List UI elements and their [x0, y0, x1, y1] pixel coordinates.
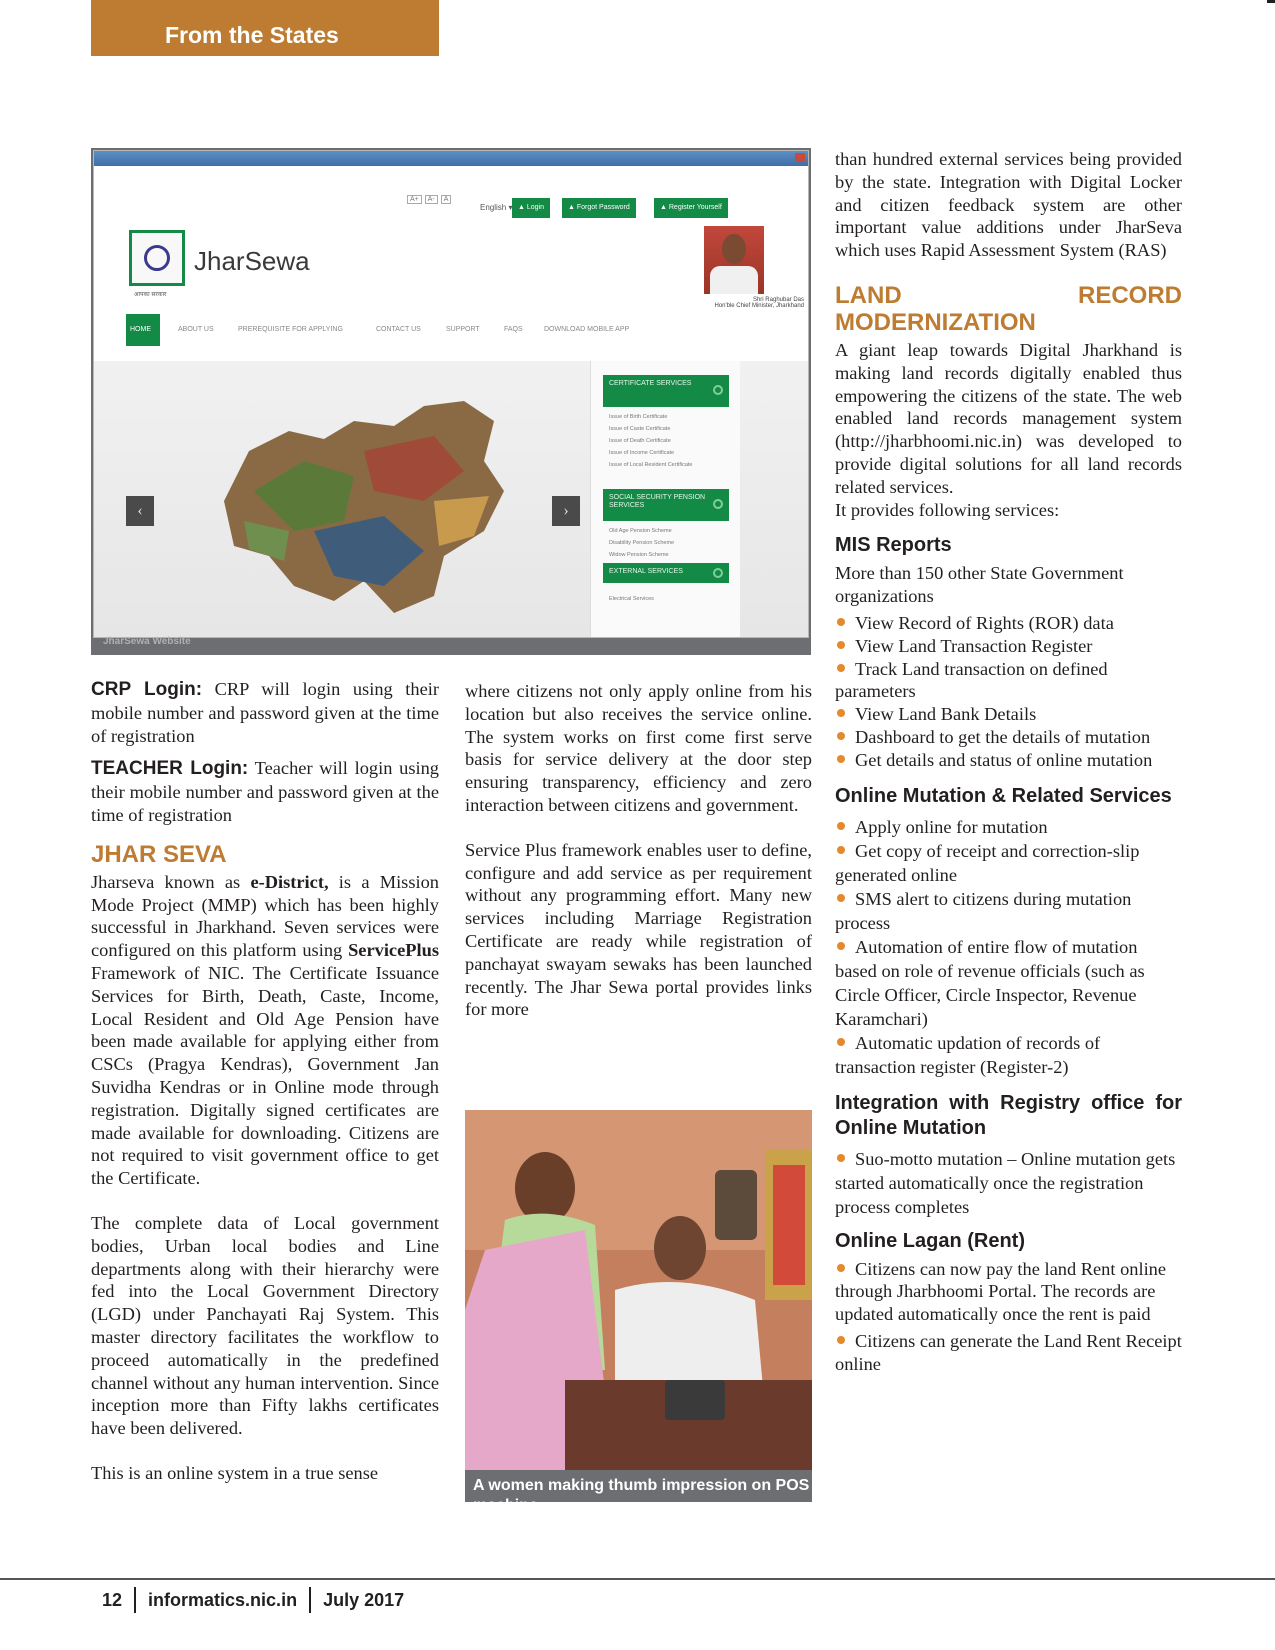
forgot-password-button: ▲ Forgot Password: [562, 198, 636, 218]
col3-paragraph-1: than hundred external services being provided by the state. Integration with Digital Locker and citizen feedback system are other important value additions under JharSeva which uses Rapid Assessment System (RAS): [835, 149, 1182, 261]
font-increase-button: A+: [407, 195, 422, 204]
crp-login-label: CRP Login:: [91, 679, 203, 700]
jharkhand-map-image: [194, 381, 524, 621]
page-number: 12: [102, 1590, 123, 1610]
window-title-bar: [94, 151, 808, 166]
font-size-controls: [407, 195, 454, 204]
col3-paragraph-2: A giant leap towards Digital Jharkhand is making land records digitally enabled thus empowering the citizens of the state. The web enabled land records management system (http://jharbhoomi.nic.in) was developed to provide digital solutions for all land records related services.: [835, 339, 1182, 497]
bullet-icon: [837, 732, 845, 740]
gear-icon: [713, 499, 723, 509]
bullet-icon: [837, 1038, 845, 1046]
bullet-icon: [837, 822, 845, 830]
bullet-icon: [837, 846, 845, 854]
corner-mark: [1267, 0, 1275, 3]
logo-tagline: आपका सरकार: [134, 292, 167, 298]
land-record-heading: LAND RECORD MODERNIZATION: [835, 281, 1182, 336]
jharsewa-logo-icon: [129, 230, 185, 286]
nav-about: ABOUT US: [178, 326, 214, 333]
list-item: Automatic updation of records of transaction register (Register-2): [835, 1032, 1101, 1077]
nav-contact: CONTACT US: [376, 326, 421, 333]
jhar-seva-paragraph-2: The complete data of Local government bodies, Urban local bodies and Line departments along with their hierarchy were fed into the Local Government Directory (LGD) under Panchayati Raj System. This master directory facilitates the workflow to proceed automatically in the predefined channel without any human intervention. Since inception more than Fifty lakhs certificates have been delivered.: [91, 1212, 439, 1439]
column-2: [465, 680, 812, 1021]
gear-icon: [713, 385, 723, 395]
list-item: View Land Bank Details: [835, 703, 1182, 726]
page-footer: [102, 1587, 404, 1613]
teacher-login-paragraph: TEACHER Login: Teacher will login using their mobile number and password given at the time of registration: [91, 758, 439, 825]
jhar-seva-paragraph-1: Jharseva known as e-District, is a Mission Mode Project (MMP) which has been highly successful in Jharkhand. Seven services were configured on this platform using ServicePlus Framework of NIC. The Certificate Issuance Services for Birth, Death, Caste, Income, Local Resident and Old Age Pension have been made available for applying either from CSCs (Pragya Kendras), Government Jan Suvidha Kendras or in Online mode through registration. Digitally signed certificates are made available for downloading. Citizens are not required to visit government office to get the Certificate.: [91, 871, 439, 1189]
list-item: Automation of entire flow of mutation based on role of revenue officials (such as Circle Officer, Circle Inspector, Revenue Karamchari): [835, 936, 1145, 1029]
gear-icon: [713, 568, 723, 578]
nav-faqs: FAQS: [504, 326, 523, 333]
register-button: ▲ Register Yourself: [654, 198, 728, 218]
bullet-icon: [837, 1264, 845, 1272]
website-screenshot-figure: [91, 148, 811, 655]
col2-paragraph-2: Service Plus framework enables user to define, configure and add service as per requirement without any programming effort. Many new services including Marriage Registration Certificate are ready while registration of panchayat swayam sewaks has been launched recently. The Jhar Sewa portal provides links for more: [465, 839, 812, 1020]
mis-intro: More than 150 other State Government organizations: [835, 563, 1124, 607]
jhar-seva-heading: JHAR SEVA: [91, 840, 227, 868]
nav-home: HOME: [126, 314, 160, 346]
language-select: English ▾: [480, 203, 513, 212]
bullet-icon: [837, 942, 845, 950]
bullet-icon: [837, 1336, 845, 1344]
site-name: JharSewa: [194, 246, 310, 276]
footer-date: July 2017: [323, 1590, 405, 1610]
pension-services-header: SOCIAL SECURITY PENSION SERVICES: [603, 489, 729, 521]
registry-list: [835, 1147, 1182, 1219]
mis-reports-heading: MIS Reports: [835, 534, 952, 557]
column-1: [91, 678, 439, 1485]
section-tab: [91, 0, 439, 56]
online-mutation-heading: Online Mutation & Related Services: [835, 784, 1172, 807]
list-item: Citizens can now pay the land Rent online through Jharbhoomi Portal. The records are updated automatically once the rent is paid: [835, 1258, 1167, 1325]
footer-divider: [309, 1587, 311, 1613]
list-item: Citizens can generate the Land Rent Receipt online: [835, 1330, 1182, 1374]
photo-figure: [465, 1110, 812, 1514]
list-item: View Land Transaction Register: [835, 635, 1182, 658]
section-tab-label: From the States: [165, 22, 339, 48]
bullet-icon: [837, 755, 845, 763]
pos-machine-photo: [465, 1110, 812, 1470]
external-services-list: Electrical Services: [609, 596, 654, 602]
bullet-icon: [837, 1154, 845, 1162]
footer-rule: [0, 1578, 1275, 1580]
carousel-next-icon: ›: [552, 496, 580, 526]
services-panel: [590, 361, 740, 638]
pension-services-list: Old Age Pension Scheme Disability Pension Scheme Widow Pension Scheme: [609, 528, 675, 558]
chief-minister-caption: Shri Raghubar Das Hon'ble Chief Minister, Jharkhand: [714, 297, 804, 309]
certificate-services-header: CERTIFICATE SERVICES: [603, 375, 729, 407]
list-item: SMS alert to citizens during mutation process: [835, 888, 1132, 933]
site-nav: [126, 314, 736, 334]
font-decrease-button: A-: [425, 195, 438, 204]
lagan-list: [835, 1258, 1182, 1376]
certificate-services-list: Issue of Birth Certificate Issue of Caste Certificate Issue of Death Certificate Issue of Income Certificate Issue of Local Resident Certificate: [609, 414, 693, 468]
nav-download-app: DOWNLOAD MOBILE APP: [544, 326, 630, 333]
list-item: Track Land transaction on defined parameters: [835, 658, 1108, 702]
nav-prerequisite: PREREQUISITE FOR APPLYING: [238, 326, 343, 333]
login-button: ▲ Login: [512, 198, 550, 218]
screenshot-caption: JharSewa Website: [103, 636, 191, 647]
footer-site: informatics.nic.in: [148, 1590, 298, 1610]
site-header: [94, 166, 808, 334]
registry-integration-heading: Integration with Registry office for Online Mutation: [835, 1091, 1182, 1139]
carousel-prev-icon: ‹: [126, 496, 154, 526]
website-screenshot: [93, 150, 809, 638]
bullet-icon: [837, 664, 845, 672]
nav-support: SUPPORT: [446, 326, 480, 333]
footer-divider: [134, 1587, 136, 1613]
teacher-login-label: TEACHER Login:: [91, 758, 249, 780]
mutation-list: [835, 815, 1182, 1079]
photo-caption: A women making thumb impression on POS machine: [473, 1477, 810, 1514]
online-lagan-heading: Online Lagan (Rent): [835, 1229, 1025, 1252]
list-item: Suo-motto mutation – Online mutation gets started automatically once the registration process completes: [835, 1148, 1176, 1217]
jhar-seva-paragraph-3: This is an online system in a true sense: [91, 1462, 379, 1483]
chief-minister-photo: [704, 226, 764, 294]
bullet-icon: [837, 618, 845, 626]
bullet-icon: [837, 894, 845, 902]
list-item: View Record of Rights (ROR) data: [835, 612, 1182, 635]
bullet-icon: [837, 709, 845, 717]
list-item: Dashboard to get the details of mutation: [835, 726, 1182, 749]
font-reset-button: A: [441, 195, 452, 204]
col2-paragraph-1: where citizens not only apply online from his location but also receives the service online. The system works on first come first serve basis for service delivery at the door step ensuring transparency, efficiency and zero interaction between citizens and government.: [465, 681, 812, 815]
crp-login-paragraph: CRP Login: CRP will login using their mobile number and password given at the time of registration: [91, 679, 439, 746]
list-item: Get copy of receipt and correction-slip generated online: [835, 840, 1140, 885]
site-body: [94, 361, 808, 638]
close-icon: [795, 153, 805, 162]
mis-list: [835, 612, 1182, 772]
list-item: Get details and status of online mutation: [835, 749, 1182, 772]
external-services-header: EXTERNAL SERVICES: [603, 563, 729, 583]
col3-paragraph-3: It provides following services:: [835, 499, 1060, 520]
column-3: [835, 148, 1182, 1376]
list-item: Apply online for mutation: [835, 815, 1182, 839]
bullet-icon: [837, 641, 845, 649]
